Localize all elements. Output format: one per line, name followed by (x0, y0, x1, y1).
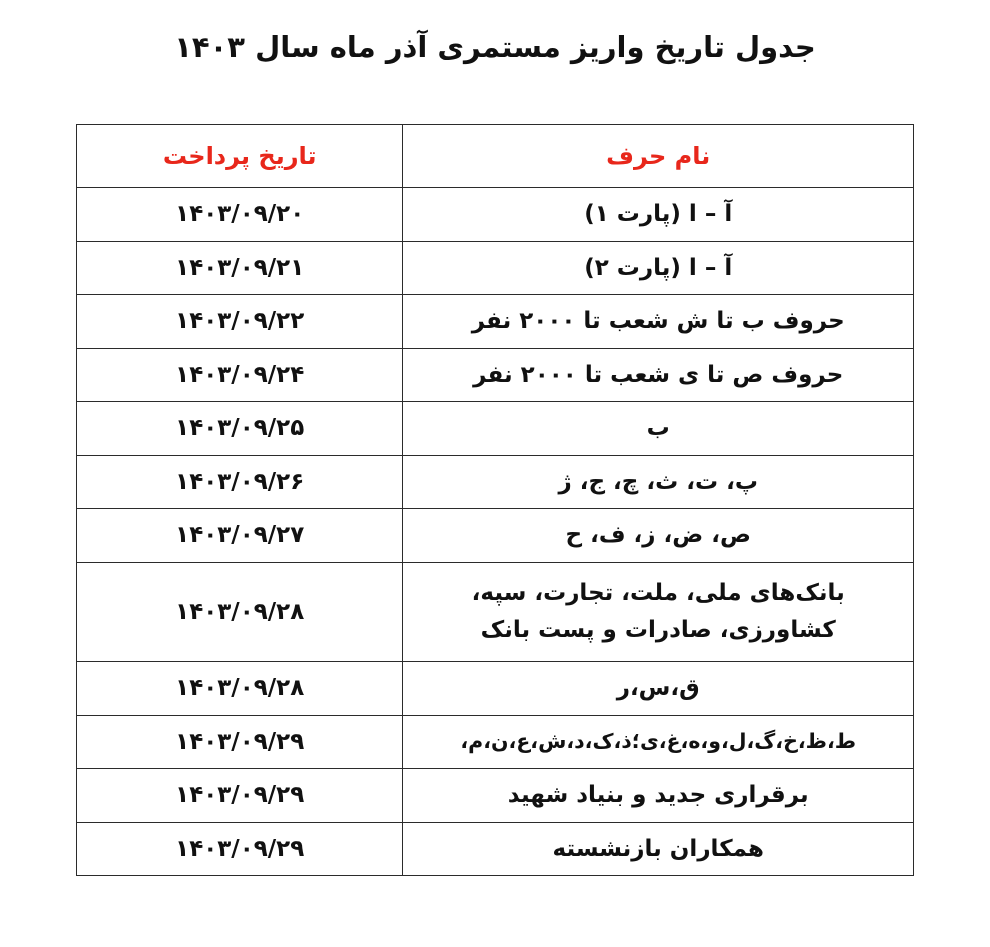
cell-date: ۱۴۰۳/۰۹/۲۹ (77, 715, 403, 769)
cell-date: ۱۴۰۳/۰۹/۲۸ (77, 662, 403, 716)
table-header (77, 125, 914, 188)
table-row (77, 241, 914, 295)
table-body (77, 188, 914, 876)
table-row (77, 562, 914, 662)
cell-date: ۱۴۰۳/۰۹/۲۱ (77, 241, 403, 295)
column-header-letter: نام حرف (403, 125, 914, 188)
cell-letter: حروف ب تا ش شعب تا ۲۰۰۰ نفر (403, 295, 914, 349)
table-row (77, 662, 914, 716)
table-row (77, 715, 914, 769)
page-title: جدول تاریخ واریز مستمری آذر ماه سال ۱۴۰۳ (174, 30, 816, 64)
cell-date: ۱۴۰۳/۰۹/۲۰ (77, 188, 403, 242)
table-header-row (77, 125, 914, 188)
cell-date: ۱۴۰۳/۰۹/۲۸ (77, 562, 403, 662)
table-row (77, 295, 914, 349)
table-row (77, 769, 914, 823)
table-row (77, 455, 914, 509)
cell-letter: آ – ا (پارت ۲) (403, 241, 914, 295)
cell-letter: ب (403, 402, 914, 456)
cell-letter: بانک‌های ملی، ملت، تجارت، سپه، کشاورزی، صادرات و پست بانک (403, 562, 914, 662)
cell-letter: همکاران بازنشسته (403, 822, 914, 876)
cell-letter: حروف ص تا ی شعب تا ۲۰۰۰ نفر (403, 348, 914, 402)
cell-date: ۱۴۰۳/۰۹/۲۹ (77, 769, 403, 823)
cell-date: ۱۴۰۳/۰۹/۲۶ (77, 455, 403, 509)
table-row (77, 509, 914, 563)
table-row (77, 188, 914, 242)
payment-table-container (76, 124, 914, 876)
cell-letter: ق،س،ر (403, 662, 914, 716)
cell-letter: ط،ظ،خ،گ،ل،و،ه،غ،ی؛ذ،ک،د،ش،ع،ن،م، (403, 715, 914, 769)
cell-date: ۱۴۰۳/۰۹/۲۵ (77, 402, 403, 456)
column-header-date: تاریخ پرداخت (77, 125, 403, 188)
table-row (77, 402, 914, 456)
cell-letter: برقراری جدید و بنیاد شهید (403, 769, 914, 823)
cell-date: ۱۴۰۳/۰۹/۲۲ (77, 295, 403, 349)
table-row (77, 822, 914, 876)
cell-date: ۱۴۰۳/۰۹/۲۷ (77, 509, 403, 563)
cell-date: ۱۴۰۳/۰۹/۲۴ (77, 348, 403, 402)
cell-date: ۱۴۰۳/۰۹/۲۹ (77, 822, 403, 876)
cell-letter: ص، ض، ز، ف، ح (403, 509, 914, 563)
cell-letter: پ، ت، ث، چ، ج، ژ (403, 455, 914, 509)
table-row (77, 348, 914, 402)
payment-schedule-table (76, 124, 914, 876)
cell-letter: آ – ا (پارت ۱) (403, 188, 914, 242)
